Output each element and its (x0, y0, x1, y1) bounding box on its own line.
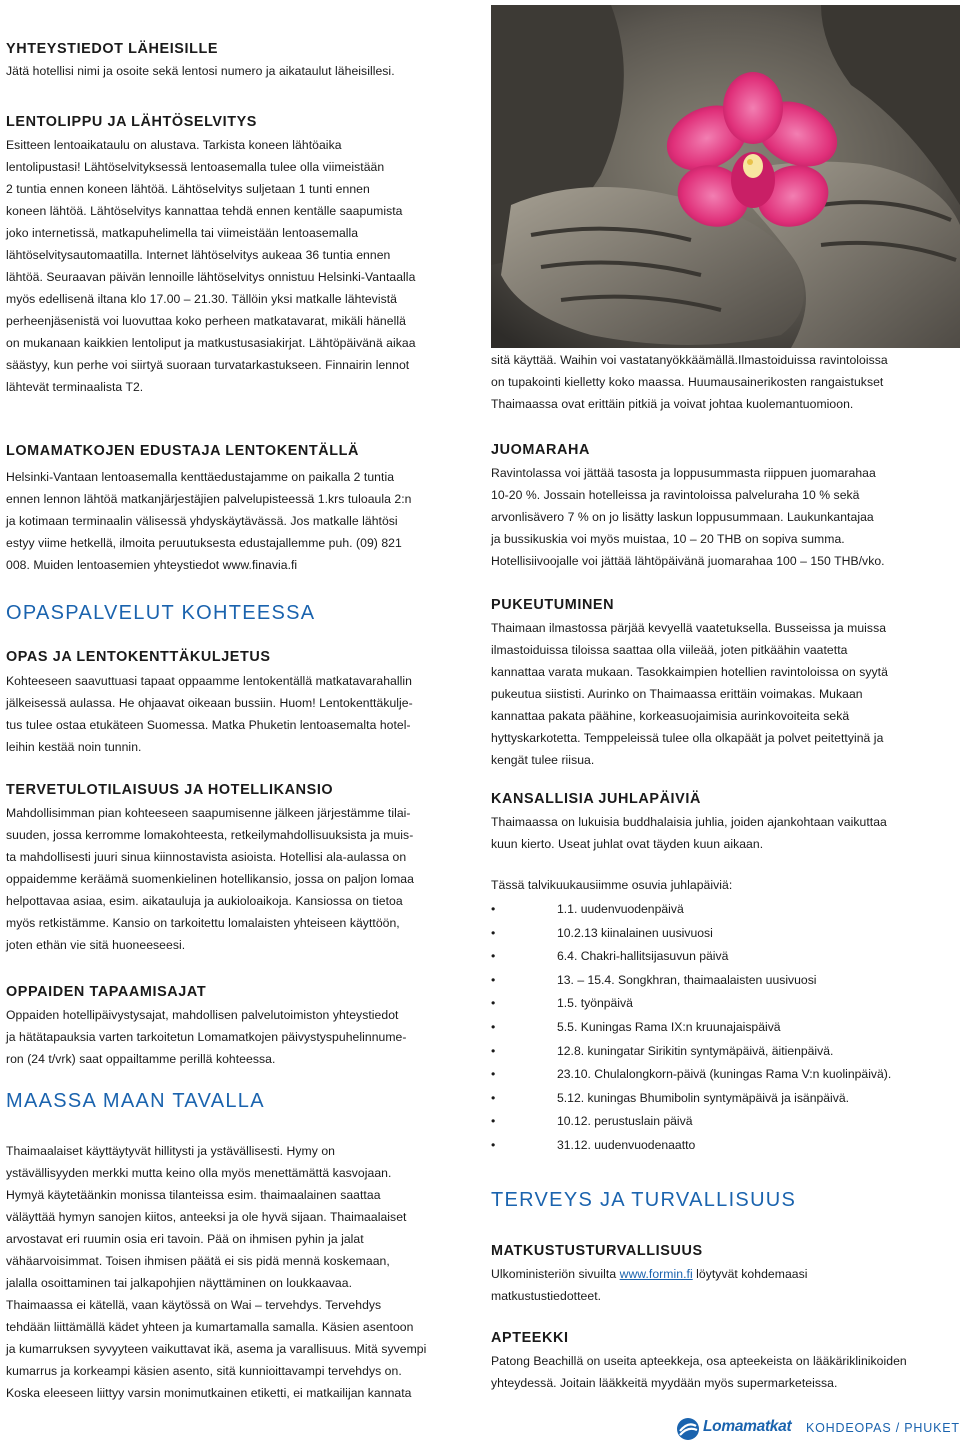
text-line: Helsinki-Vantaan lentoasemalla kenttäedustajamme on paikalla 2 tuntia (6, 470, 395, 484)
text-line: Ravintolassa voi jättää tasosta ja loppusummasta riippuen juomarahaa (491, 466, 876, 480)
text-line: kumarrus ja korkeampi käsien asento, sitä kunnioittavampi tervehdys on. (6, 1364, 402, 1378)
section-customs-continued (491, 349, 953, 415)
text-line: matkustustiedotteet. (491, 1289, 602, 1303)
text-line: lähtöä. Seuraavan päivän lennoille lähtöselvitys onnistuu Helsinki-Vantaalla (6, 270, 416, 284)
travel-safety-suffix: löytyvät kohdemaasi (692, 1267, 808, 1281)
holiday-list (491, 898, 953, 1158)
text-line: on tupakointi kielletty koko maassa. Huumausainerikosten rangaistukset (491, 375, 884, 389)
text-line: Thaimaassa ovat erittäin pitkiä ja voivat johtaa kuolemantuomioon. (491, 397, 854, 411)
section-meetings (6, 983, 476, 1070)
bullet-icon: • (491, 925, 496, 940)
bullet-icon: • (491, 949, 496, 964)
text-line: Hotellisiivoojalle voi jättää lähtöpäivänä juomarahaa 100 – 150 THB/vko. (491, 554, 885, 568)
holiday-label: 10.12. perustuslain päivä (557, 1114, 693, 1129)
lomamatkat-logo-icon (676, 1417, 700, 1441)
section-clothing (491, 596, 953, 771)
travel-safety-prefix: Ulkoministeriön sivuilta (491, 1267, 620, 1281)
text-line: ystävällisyyden merkki mutta keino olla myös menettämättä kasvojaan. (6, 1166, 392, 1180)
text-line: lähtöselvitysautomaatilla. Internet lähtöselvitys aukeaa 36 tuntia ennen (6, 248, 391, 262)
text-line: myös retkistämme. Kansio on tarkoitettu lomalaisten yhteiseen käyttöön, (6, 916, 400, 930)
buddha-hands-orchid-photo (491, 5, 960, 348)
transfer-heading: OPAS JA LENTOKENTTÄKULJETUS (6, 649, 271, 665)
text-line: 2 tuntia ennen koneen lähtöä. Lähtöselvitys suljetaan 1 tunti ennen (6, 182, 370, 196)
list-item (491, 1110, 953, 1134)
text-line: kannattaa varata mukaan. Tasokkaimpien hotellien ravintoloissa on syytä (491, 665, 888, 679)
bullet-icon: • (491, 1019, 496, 1034)
list-item (491, 1040, 953, 1064)
list-item (491, 992, 953, 1016)
text-line: on mukanaan kaikkien lentoliput ja matkustusasiakirjat. Lähtöpäivänä aikaa (6, 336, 416, 350)
text-line: suuden, jossa kerromme lomakohteesta, retkeilymahdollisuuksista ja muis- (6, 828, 414, 842)
text-line: perheenjäsenistä voi luovuttaa koko perheen matkatavarat, mikäli hänellä (6, 314, 406, 328)
list-item (491, 1016, 953, 1040)
text-line: 008. Muiden lentoasemien yhteystiedot www.finavia.fi (6, 558, 298, 572)
bullet-icon: • (491, 902, 496, 916)
text-line: ja kumarruksen syvyyteen vaikuttavat ikä, asema ja varallisuus. Mitä syvempi (6, 1342, 427, 1356)
text-line: Thaimaan ilmastossa pärjää kevyellä vaatetuksella. Busseissa ja muissa (491, 621, 887, 635)
text-line: kuun kierto. Useat juhlat ovat täyden kuun aikaan. (491, 837, 764, 851)
transfer-body (6, 670, 476, 758)
pharmacy-heading: APTEEKKI (491, 1330, 569, 1346)
contact-heading: YHTEYSTIEDOT LÄHEISILLE (6, 41, 219, 57)
text-line: säästyy, kun perhe voi siirtyä suoraan turvatarkastukseen. Finnairin lennot (6, 358, 410, 372)
text-line: joten ethän vie sitä huoneeseesi. (6, 938, 186, 952)
text-line: väläyttää hymyn sanojen kiitos, anteeksi ja ole hyvä sijaan. Thaimaalaiset (6, 1210, 407, 1224)
list-item (491, 922, 953, 946)
text-line: myös edellisenä iltana klo 17.00 – 21.30. Tällöin yksi matkalle lähtevistä (6, 292, 397, 306)
bullet-icon: • (491, 972, 496, 987)
text-line: yhteydessä. Joitain lääkkeitä myydään myös supermarketeissa. (491, 1376, 838, 1390)
clothing-heading: PUKEUTUMINEN (491, 597, 615, 613)
section-contact (6, 40, 395, 82)
list-item (491, 969, 953, 993)
airport-rep-heading: LOMAMATKOJEN EDUSTAJA LENTOKENTÄLLÄ (6, 443, 360, 459)
bullet-icon: • (491, 1114, 496, 1129)
text-line: ron (24 t/vrk) saat oppailtamme perillä kohteessa. (6, 1052, 276, 1066)
section-tips (491, 441, 953, 572)
holiday-label: 31.12. uudenvuodenaatto (557, 1137, 696, 1152)
travel-safety-line (491, 1263, 953, 1285)
brand-logo-text: Lomamatkat (703, 1418, 792, 1435)
ticket-body (6, 134, 476, 398)
photo-illustration (491, 5, 960, 348)
welcome-heading: TERVETULOTILAISUUS JA HOTELLIKANSIO (6, 782, 334, 798)
text-line: vähäarvoisimmat. Toisen ihmisen päätä ei sis pidä mennä koskemaan, (6, 1254, 390, 1268)
section-holidays (491, 790, 953, 1158)
text-line: ilmastoiduissa tiloissa saattaa olla viileää, joten pitkäähin vaatetta (491, 643, 848, 657)
meetings-heading: OPPAIDEN TAPAAMISAJAT (6, 984, 207, 1000)
text-line: Patong Beachillä on useita apteekkeja, osa apteekeista on lääkäriklinikoiden (491, 1354, 907, 1368)
pharmacy-body (491, 1350, 953, 1394)
holidays-body (491, 811, 953, 855)
text-line: Koska eleeseen liittyy varsin monimutkainen etiketti, ei matkailijan kannata (6, 1386, 412, 1400)
text-line: jalalla osoittaminen tai jalkapohjien näyttäminen on loukkaavaa. (6, 1276, 353, 1290)
section-travel-safety (491, 1242, 953, 1307)
footer (676, 1414, 960, 1444)
text-line: Kohteeseen saavuttuasi tapaat oppaamme lentokentällä matkatavarahallin (6, 674, 412, 688)
list-item (491, 1087, 953, 1111)
text-line: Esitteen lentoaikataulu on alustava. Tarkista koneen lähtöaika (6, 138, 342, 152)
tips-body (491, 462, 953, 572)
bullet-icon: • (491, 1043, 496, 1058)
section-customs (6, 1140, 476, 1404)
text-line: tus tulee ostaa etukäteen Suomessa. Matka Phuketin lentoasemalta hotel- (6, 718, 411, 732)
holiday-label: 6.4. Chakri-hallitsijasuvun päivä (557, 949, 729, 964)
list-item (491, 1063, 953, 1087)
holidays-intro: Tässä talvikuukausiimme osuvia juhlapäiviä: (491, 878, 733, 892)
bullet-icon: • (491, 1067, 496, 1082)
holiday-label: 1.5. työnpäivä (557, 996, 633, 1011)
section-transfer (6, 648, 476, 758)
text-line: Mahdollisimman pian kohteeseen saapumisenne jälkeen järjestämme tilai- (6, 806, 411, 820)
text-line: Thaimaassa on lukuisia buddhalaisia juhlia, joiden ajankohtaan vaikuttaa (491, 815, 887, 829)
text-line: lentolipustasi! Lähtöselvityksessä lentoasemalla tulee olla viimeistään (6, 160, 385, 174)
text-line: pukeutua siististi. Aurinko on Thaimaassa erittäin voimakas. Mukaan (491, 687, 863, 701)
holiday-label: 10.2.13 kiinalainen uusivuosi (557, 925, 713, 940)
section-welcome (6, 781, 476, 956)
text-line: hyttyskarkotetta. Temppeleissä tulee olla olkapäät ja polvet peitettyinä ja (491, 731, 884, 745)
safety-title: TERVEYS JA TURVALLISUUS (491, 1189, 797, 1211)
airport-rep-body (6, 466, 476, 576)
text-line: koneen lähtöä. Lähtöselvitys kannattaa tehdä ennen kentälle saapumista (6, 204, 403, 218)
text-line: oppaidemme keräämä suomenkielinen hotellikansio, jossa on paljon lomaa (6, 872, 414, 886)
text-line: joko internetissä, matkapuhelimella tai viimeistään lentoasemalla (6, 226, 359, 240)
holiday-label: 23.10. Chulalongkorn-päivä (kuningas Rama V:n kuolinpäivä). (557, 1067, 892, 1082)
section-airport-rep (6, 442, 476, 576)
text-line: arvostavat eri ruumin osia eri tavoin. Pää on ihmisen pyhin ja jalat (6, 1232, 364, 1246)
holiday-label: 5.5. Kuningas Rama IX:n kruunajaispäivä (557, 1019, 781, 1034)
text-line: ja hätätapauksia varten tarkoitetun Lomamatkojen päivystyspuhelinnume- (6, 1030, 407, 1044)
text-line: ennen lennon lähtöä matkanjärjestäjien palvelupisteessä 1.krs tuloaula 2:n (6, 492, 412, 506)
text-line: jälkeisessä aulassa. He ohjaavat oikeaan bussiin. Huom! Lentokenttäkulje- (6, 696, 413, 710)
section-pharmacy (491, 1329, 953, 1394)
text-line: Hymyä käytetäänkin monissa tilanteissa esim. thaimaalainen saattaa (6, 1188, 381, 1202)
text-line: ta mahdollisesti juuri sinua kiinnostavista asioista. Hotellisi ala-aulassa on (6, 850, 407, 864)
text-line: Thaimaalaiset käyttäytyvät hillitysti ja ystävällisesti. Hymy on (6, 1144, 335, 1158)
travel-safety-heading: MATKUSTUSTURVALLISUUS (491, 1243, 703, 1259)
meetings-body (6, 1004, 476, 1070)
text-line: ja bussikuskia voi myös muistaa, 10 – 20 THB on sopiva summa. (491, 532, 845, 546)
text-line: arvonlisävero 7 % on jo lisätty laskun loppusummaan. Laukunkantajaa (491, 510, 874, 524)
list-item (491, 945, 953, 969)
section-ticket (6, 113, 476, 398)
text-line: Oppaiden hotellipäivystysajat, mahdollisen palvelutoimiston yhteystiedot (6, 1008, 399, 1022)
text-line: estyy viime hetkellä, ilmoita peruutuksesta edustajallemme puh. (09) 821 (6, 536, 402, 550)
welcome-body (6, 802, 476, 956)
text-line: kengät tulee riisua. (491, 753, 595, 767)
text-line: lähtevät terminaalista T2. (6, 380, 144, 394)
holiday-label: 5.12. kuningas Bhumibolin syntymäpäivä ja isänpäivä. (557, 1090, 849, 1105)
text-line: kannattaa pakata päähine, korkeasuojaimisia aurinkovoiteita sekä (491, 709, 850, 723)
holiday-label: 12.8. kuningatar Sirikitin syntymäpäivä, äitienpäivä. (557, 1043, 834, 1058)
holiday-label: 1.1. uudenvuodenpäivä (557, 902, 684, 916)
formin-link[interactable]: www.formin.fi (619, 1267, 693, 1281)
text-line: leihin kestää noin tunnin. (6, 740, 142, 754)
contact-body: Jätä hotellisi nimi ja osoite sekä lentosi numero ja aikataulut läheisillesi. (6, 64, 395, 78)
clothing-body (491, 617, 953, 771)
bullet-icon: • (491, 1090, 496, 1105)
ticket-heading: LENTOLIPPU JA LÄHTÖSELVITYS (6, 114, 258, 130)
guide-services-title: OPASPALVELUT KOHTEESSA (6, 602, 316, 624)
text-line: tehdään liittämällä kädet yhteen ja kumartamalla samalla. Käsien asentoon (6, 1320, 414, 1334)
text-line: ja kotimaan terminaalin välisessä yhdyskäytävässä. Jos matkalle lähtösi (6, 514, 398, 528)
text-line: sitä käyttää. Waihin voi vastatanyökkäämällä.Ilmastoiduissa ravintoloissa (491, 353, 888, 367)
footer-label: KOHDEOPAS / PHUKET (806, 1421, 960, 1435)
bullet-icon: • (491, 1137, 496, 1152)
list-item (491, 898, 953, 922)
holidays-heading: KANSALLISIA JUHLAPÄIVIÄ (491, 791, 701, 807)
bullet-icon: • (491, 996, 496, 1011)
holiday-label: 13. – 15.4. Songkhran, thaimaalaisten uusivuosi (557, 972, 817, 987)
list-item (491, 1134, 953, 1158)
text-line: Thaimaassa ei kätellä, vaan käytössä on Wai – tervehdys. Tervehdys (6, 1298, 382, 1312)
tips-heading: JUOMARAHA (491, 442, 590, 458)
customs-title: MAASSA MAAN TAVALLA (6, 1090, 265, 1112)
text-line: helpottavaa asiaa, esim. aikatauluja ja aukioloaikoja. Kansiossa on tietoa (6, 894, 403, 908)
text-line: 10-20 %. Jossain hotelleissa ja ravintoloissa palveluraha 10 % sekä (491, 488, 860, 502)
